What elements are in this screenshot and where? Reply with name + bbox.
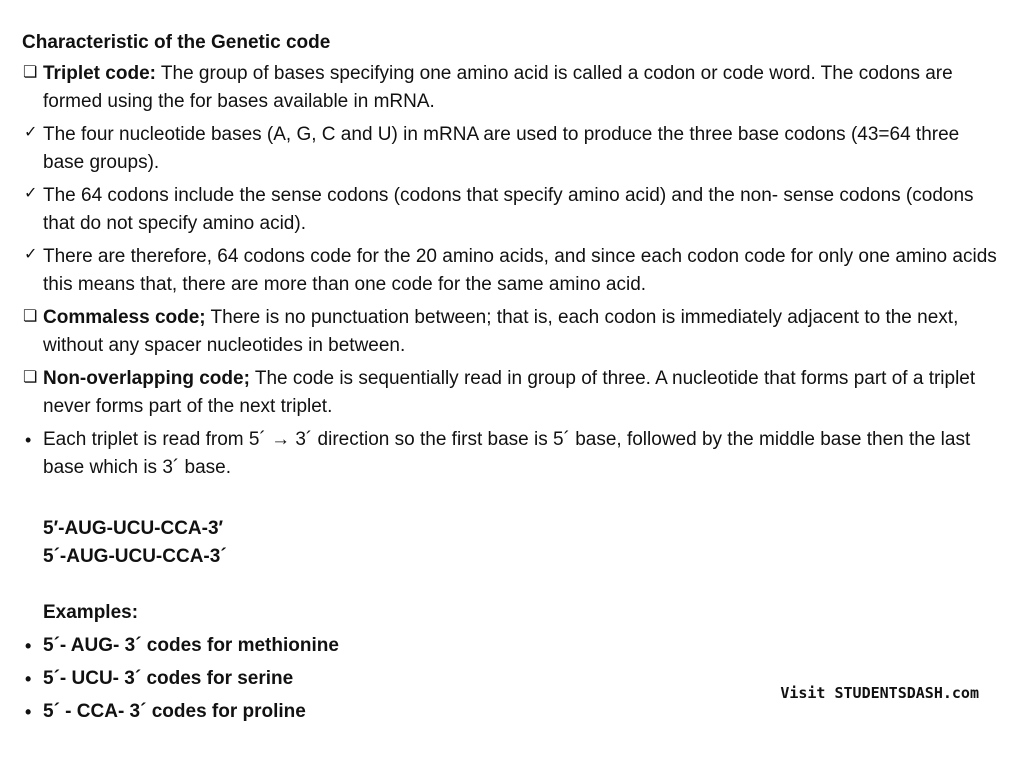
spacer bbox=[22, 571, 997, 599]
example-text: 5´- UCU- 3´ codes for serine bbox=[43, 668, 294, 689]
checkbox-square-icon: ❏ bbox=[23, 369, 38, 386]
item-text: The four nucleotide bases (A, G, C and U) in mRNA are used to produce the three base codons (43=64 three base groups). bbox=[43, 124, 960, 173]
bullet-icon: • bbox=[25, 669, 32, 689]
checkbox-square-icon: ❏ bbox=[23, 64, 38, 81]
bullet-icon: • bbox=[25, 702, 32, 722]
item-text: There is no punctuation between; that is, each codon is immediately adjacent to the next, without any spacer nucleotides in between. bbox=[43, 307, 959, 356]
list-item bbox=[22, 243, 997, 299]
example-text: 5´ - CCA- 3´ codes for proline bbox=[43, 701, 306, 722]
bullet-icon: • bbox=[25, 636, 32, 656]
list-item bbox=[22, 60, 997, 116]
item-lead: Commaless code; bbox=[43, 307, 206, 328]
watermark: Visit STUDENTSDASH.com bbox=[780, 684, 979, 702]
item-text: Each triplet is read from 5´ → 3´ direction so the first base is 5´ base, followed by the middle base then the last base which is 3´ base. bbox=[43, 429, 971, 478]
example-text: 5´- AUG- 3´ codes for methionine bbox=[43, 635, 339, 656]
item-text: The code is sequentially read in group of three. A nucleotide that forms part of a triplet never forms part of the next triplet. bbox=[43, 368, 976, 417]
slide-content bbox=[22, 30, 997, 731]
list-item bbox=[22, 304, 997, 360]
checkmark-icon: ✓ bbox=[24, 246, 38, 263]
spacer bbox=[22, 487, 997, 515]
item-text: There are therefore, 64 codons code for the 20 amino acids, and since each codon code for only one amino acids this means that, there are more than one code for the same amino acid. bbox=[43, 246, 997, 295]
list-item bbox=[22, 121, 997, 177]
bullet-icon: • bbox=[25, 430, 32, 450]
item-text: The group of bases specifying one amino acid is called a codon or code word. The codons are formed using the for bases available in mRNA. bbox=[43, 63, 953, 112]
item-lead: Triplet code: bbox=[43, 63, 156, 84]
checkbox-square-icon: ❏ bbox=[23, 308, 38, 325]
example-item bbox=[22, 698, 997, 726]
checkmark-icon: ✓ bbox=[24, 185, 38, 202]
item-text: The 64 codons include the sense codons (codons that specify amino acid) and the non- sense codons (codons that do not specify amino acid). bbox=[43, 185, 974, 234]
list-item bbox=[22, 182, 997, 238]
slide-title: Characteristic of the Genetic code bbox=[22, 32, 331, 53]
example-item bbox=[22, 632, 997, 660]
checkmark-icon: ✓ bbox=[24, 124, 38, 141]
item-lead: Non-overlapping code; bbox=[43, 368, 250, 389]
sequence-line: 5′-AUG-UCU-CCA-3′ bbox=[43, 518, 224, 539]
list-item bbox=[22, 426, 997, 482]
examples-label: Examples: bbox=[43, 602, 139, 623]
list-item bbox=[22, 365, 997, 421]
sequence-line: 5´-AUG-UCU-CCA-3´ bbox=[43, 546, 227, 567]
